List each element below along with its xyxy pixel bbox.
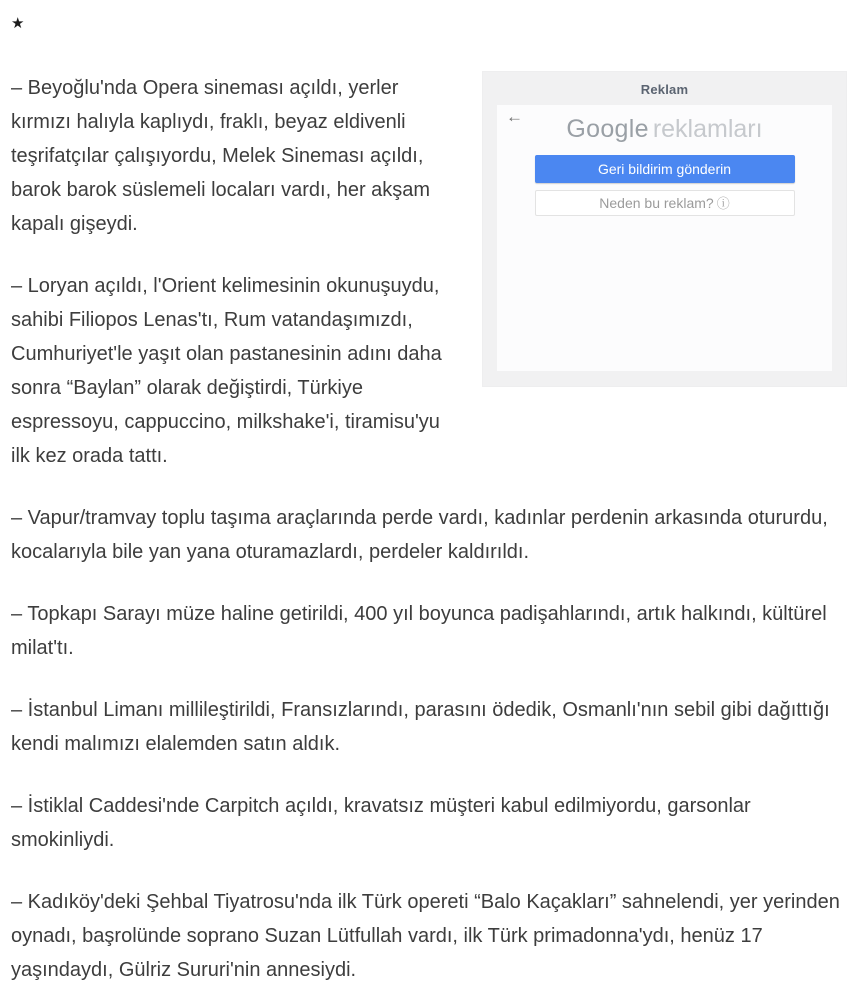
google-ad-slot [482,71,847,479]
ad-panel [482,71,847,387]
why-this-ad-label: Neden bu reklam? [599,194,714,211]
paragraph-istanbul-limani: – İstanbul Limanı millileştirildi, Fransızlarındı, parasını ödedik, Osmanlı'nın sebil gibi dağıttığı kendi malımızı elalemden satın aldık. [11,699,830,755]
paragraph-istiklal-caddesi: – İstiklal Caddesi'nde Carpitch açıldı, kravatsız müşteri kabul edilmiyordu, garsonlar smokinliydi. [11,795,751,851]
paragraph-loryan: – Loryan açıldı, l'Orient kelimesinin okunuşuydu, sahibi Filiopos Lenas'tı, Rum vatandaşımızdı, Cumhuriyet'le yaşıt olan pastanesinin adını daha sonra “Baylan” olarak değiştirdi, Türkiye espressoyu, cappuccino, milkshake'i, tiramisu'yu ilk kez orada tattı. [11,275,442,467]
paragraph-vapur-tramvay: – Vapur/tramvay toplu taşıma araçlarında perde vardı, kadınlar perdenin arkasında otururdu, kocalarıyla bile yan yana oturamazlardı, perdeler kaldırıldı. [11,507,828,563]
back-arrow-icon[interactable]: ← [506,107,523,126]
send-feedback-button[interactable]: Geri bildirim gönderin [535,155,795,183]
ad-feedback-surface [497,105,832,371]
article-body [11,71,847,987]
ad-label: Reklam [640,82,689,97]
star-icon: ★ [11,15,25,32]
why-this-ad-button[interactable] [535,190,795,216]
google-logo-text: Google [566,115,649,143]
google-ads-wordmark [497,105,832,144]
ads-suffix-text: reklamları [652,115,763,143]
paragraph-topkapi-sarayi: – Topkapı Sarayı müze haline getirildi, 400 yıl boyunca padişahlarındı, artık halkındı, kültürel milat'tı. [11,603,827,659]
paragraph-opera-sinemasi: – Beyoğlu'nda Opera sineması açıldı, yerler kırmızı halıyla kaplıydı, fraklı, beyaz eldivenli teşrifatçılar çalışıyordu, Melek Sineması açıldı, barok barok süslemeli locaları vardı, her akşam kapalı gişeydi. [11,77,431,235]
paragraph-sehbal-tiyatrosu: – Kadıköy'deki Şehbal Tiyatrosu'nda ilk Türk opereti “Balo Kaçakları” sahnelendi, yer yerinden oynadı, başrolünde soprano Suzan Lütfullah vardı, ilk Türk primadonna'ydı, henüz 17 yaşındaydı, Gülriz Sururi'nin annesiydi. [11,891,840,981]
info-icon: ⓘ [716,195,730,211]
